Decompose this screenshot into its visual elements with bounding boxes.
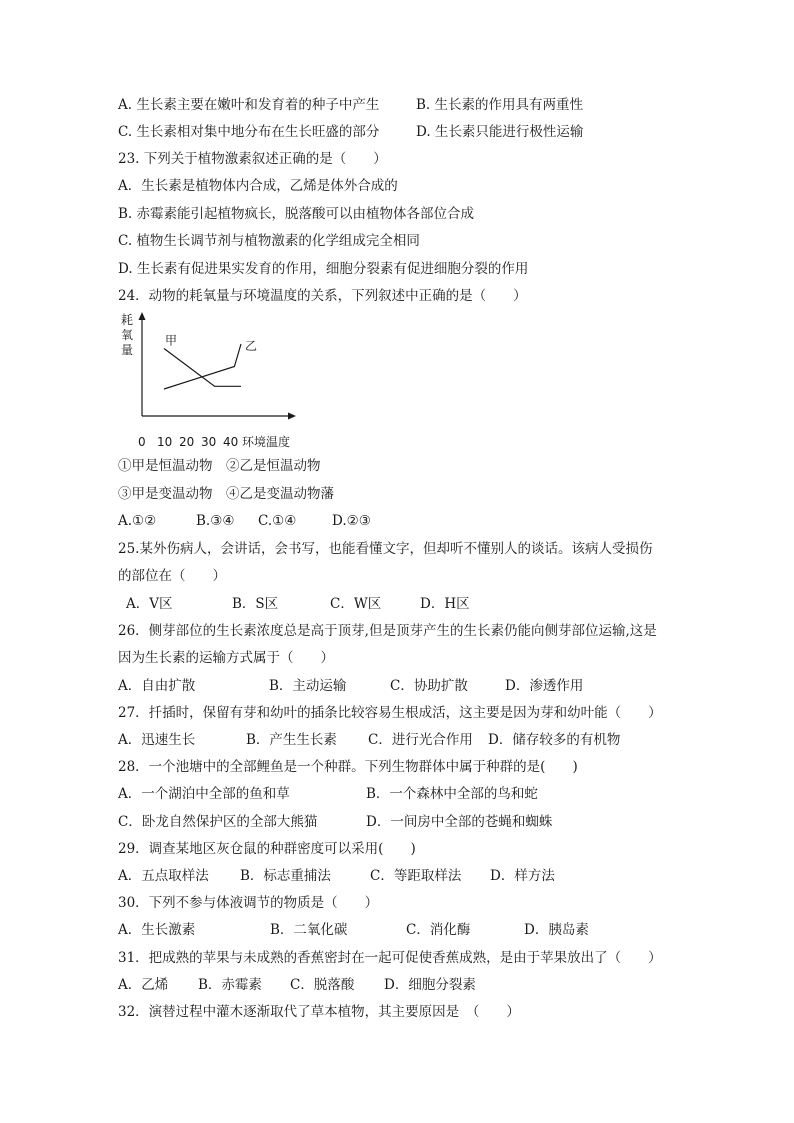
q28-stem: 28．一个池塘中的全部鲤鱼是一个种群。下列生物群体中属于种群的是( ) xyxy=(118,759,578,775)
q27-option-d: D．储存较多的有机物 xyxy=(488,732,621,748)
x-tick-label: 0 xyxy=(138,435,146,449)
x-tick-label: 20 xyxy=(179,435,195,449)
q23-option-c: C. 植物生长调节剂与植物激素的化学组成完全相同 xyxy=(118,233,420,249)
q28-option-d: D．一间房中全部的苍蝇和蜘蛛 xyxy=(366,814,553,830)
y-label-char: 氧 xyxy=(121,328,134,342)
q30-option-b: B．二氧化碳 xyxy=(270,922,348,938)
q31-option-d: D．细胞分裂素 xyxy=(384,977,476,993)
q29-option-d: D．样方法 xyxy=(490,868,555,884)
series-layer xyxy=(164,334,257,390)
q28-option-c: C．卧龙自然保护区的全部大熊猫 xyxy=(118,814,318,830)
q32-stem: 32．演替过程中灌木逐渐取代了草本植物，其主要原因是 （ ） xyxy=(118,1004,520,1020)
q22-option-a: A. 生长素主要在嫩叶和发育着的种子中产生 xyxy=(118,97,380,113)
q30-option-a: A．生长激素 xyxy=(118,922,196,938)
q30-option-d: D．胰岛素 xyxy=(524,922,589,938)
q31-option-a: A．乙烯 xyxy=(118,977,169,993)
q25-stem-line-1: 25.某外伤病人，会讲话，会书写，也能看懂文字，但却听不懂别人的谈话。该病人受损伤 xyxy=(118,541,653,557)
q26-option-c: C．协助扩散 xyxy=(390,678,468,694)
x-axis-label: 环境温度 xyxy=(242,435,291,449)
q22-option-d: D. 生长素只能进行极性运输 xyxy=(416,124,584,140)
q30-option-c: C．消化酶 xyxy=(406,922,471,938)
q22-option-b: B. 生长素的作用具有两重性 xyxy=(416,97,584,113)
q25-option-c: C．W区 xyxy=(330,596,382,612)
series-label-jia: 甲 xyxy=(165,333,178,348)
y-axis-arrow xyxy=(139,312,146,320)
y-axis-label xyxy=(121,312,133,357)
q25-stem-line-2: 的部位在（ ） xyxy=(118,568,226,584)
q23-option-b: B. 赤霉素能引起植物疯长，脱落酸可以由植物体各部位合成 xyxy=(118,206,475,222)
q26-stem-line-1: 26．侧芽部位的生长素浓度总是高于顶芽,但是顶芽产生的生长素仍能向侧芽部位运输,这是 xyxy=(118,623,657,639)
q24-statement-2: ③甲是变温动物 ④乙是变温动物藩 xyxy=(118,486,334,502)
q29-option-a: A．五点取样法 xyxy=(118,868,209,884)
q23-option-a: A．生长素是植物体内合成，乙烯是体外合成的 xyxy=(118,178,398,194)
x-tick-label: 30 xyxy=(201,435,217,449)
q27-option-c: C．进行光合作用 xyxy=(368,732,473,748)
oxygen-consumption-chart xyxy=(118,312,308,450)
x-tick-labels xyxy=(138,435,238,449)
q24-stem: 24．动物的耗氧量与环境温度的关系，下列叙述中正确的是（ ） xyxy=(118,288,527,304)
q24-statement-1: ①甲是恒温动物 ②乙是恒温动物 xyxy=(118,458,321,474)
q31-option-c: C．脱落酸 xyxy=(290,977,355,993)
y-label-char: 耗 xyxy=(121,313,134,327)
q26-option-d: D．渗透作用 xyxy=(505,678,584,694)
q27-stem: 27．扦插时，保留有芽和幼叶的插条比较容易生根成活，这主要是因为芽和幼叶能（ ） xyxy=(118,705,662,721)
q24-option-a: A.①② xyxy=(118,513,157,529)
q29-option-c: C．等距取样法 xyxy=(370,868,462,884)
series-line-jia xyxy=(164,349,241,387)
q27-option-b: B．产生生长素 xyxy=(246,732,337,748)
q23-option-d: D. 生长素有促进果实发育的作用，细胞分裂素有促进细胞分裂的作用 xyxy=(118,261,529,277)
q25-option-d: D．H区 xyxy=(420,596,470,612)
x-tick-label: 40 xyxy=(223,435,239,449)
q28-option-a: A．一个湖泊中全部的鱼和草 xyxy=(118,786,290,802)
q25-option-b: B．S区 xyxy=(232,596,279,612)
q29-option-b: B．标志重捕法 xyxy=(240,868,331,884)
q22-option-c: C. 生长素相对集中地分布在生长旺盛的部分 xyxy=(118,124,380,140)
y-label-char: 量 xyxy=(121,343,134,357)
q28-option-b: B．一个森林中全部的鸟和蛇 xyxy=(366,786,538,802)
x-axis-arrow xyxy=(288,413,296,420)
q26-option-b: B．主动运输 xyxy=(269,678,347,694)
q30-stem: 30．下列不参与体液调节的物质是（ ） xyxy=(118,895,379,911)
series-label-yi: 乙 xyxy=(245,339,258,353)
q31-stem: 31．把成熟的苹果与未成熟的香蕉密封在一起可促使香蕉成熟，是由于苹果放出了（ ） xyxy=(118,950,662,966)
q25-option-a: A．V区 xyxy=(126,596,173,612)
q24-option-c: C.①④ xyxy=(258,513,297,529)
q29-stem: 29．调查某地区灰仓鼠的种群密度可以采用( ) xyxy=(118,841,416,857)
q23-stem: 23. 下列关于植物激素叙述正确的是（ ） xyxy=(118,151,387,167)
q24-option-d: D.②③ xyxy=(332,513,371,529)
q31-option-b: B．赤霉素 xyxy=(198,977,262,993)
q24-option-b: B.③④ xyxy=(196,513,235,529)
q27-option-a: A．迅速生长 xyxy=(118,732,196,748)
q26-option-a: A．自由扩散 xyxy=(118,678,196,694)
series-line-yi xyxy=(164,344,241,389)
q26-stem-line-2: 因为生长素的运输方式属于（ ） xyxy=(118,650,334,666)
x-tick-label: 10 xyxy=(157,435,173,449)
